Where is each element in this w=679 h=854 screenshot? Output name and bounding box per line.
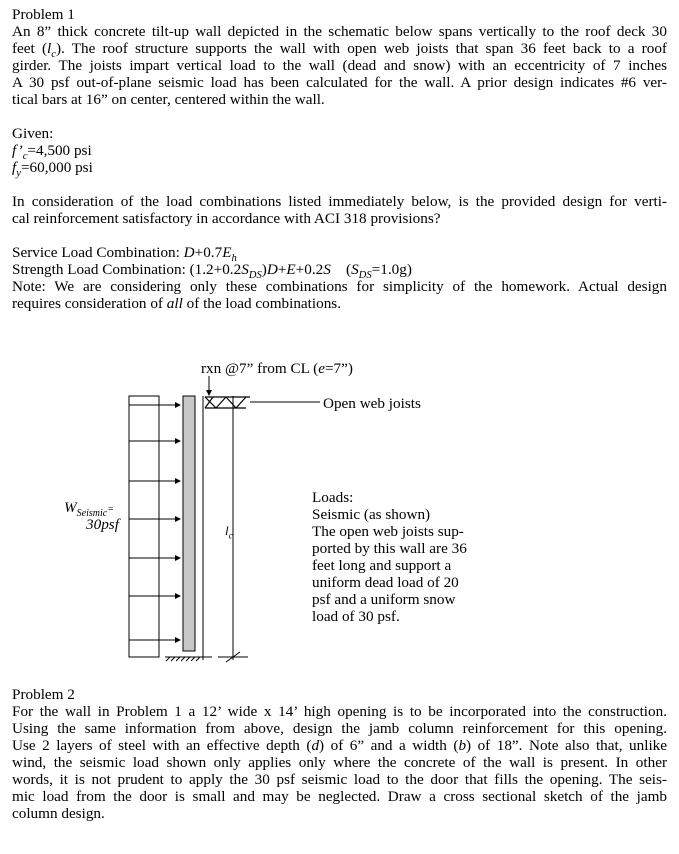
loads-line: ported by this wall are 36 xyxy=(312,540,467,557)
problem1-line: tical bars at 16” on center, centered within the wall. xyxy=(12,91,325,108)
loads-title: Loads: xyxy=(312,489,354,506)
loads-line: uniform dead load of 20 xyxy=(312,574,459,591)
loads-description xyxy=(312,489,467,625)
base-hatching xyxy=(166,657,200,661)
joist-truss xyxy=(205,397,250,408)
seismic-load-arrows xyxy=(129,405,176,640)
span-length-label: $l_c$ xyxy=(225,523,233,541)
problem2-line: For the wall in Problem 1 a 12’ wide x 14’ high opening is to be incorporated into the construction. xyxy=(12,703,667,720)
seismic-load-block xyxy=(129,396,159,657)
problem2-line: mic load from the door is small and may be neglected. Draw a cross sectional sketch of the jamb xyxy=(12,788,667,805)
problem2-section xyxy=(12,686,667,822)
loads-line: psf and a uniform snow xyxy=(312,591,456,608)
seismic-load-label: $W_{Seismic}=$ xyxy=(64,499,114,520)
problem1-title: Problem 1 xyxy=(12,6,75,23)
reaction-label: rxn @7” from CL (e=7”) xyxy=(201,360,353,377)
problem2-line: column design. xyxy=(12,805,105,822)
problem2-line: Use 2 layers of steel with an effective depth (d) of 6” and a width (b) of 18”. Note also that, unlike xyxy=(12,737,667,754)
given-label: Given: xyxy=(12,125,54,142)
problem2-title: Problem 2 xyxy=(12,686,75,703)
strength-combination: Strength Load Combination: $(1.2+0.2S_{DS})D+E+0.2S$ $(S_{DS}=1.0g)$ xyxy=(12,261,412,282)
problem2-line: wind, the seismic load shown only applies only where the concrete of the wall is present. In other xyxy=(12,754,667,771)
loads-line: feet long and support a xyxy=(312,557,452,574)
problem1-line: A 30 psf out-of-plane seismic load has been calculated for the wall. A prior design indicates #6 ver- xyxy=(12,74,667,91)
given-fy: $f_y=60,000$ psi xyxy=(12,159,93,180)
joists-label: Open web joists xyxy=(323,395,421,412)
problem1-line: feet $(l_c)$. The roof structure supports the wall with open web joists that span 36 feet back to a roof xyxy=(12,40,667,61)
loads-line: Seismic (as shown) xyxy=(312,506,431,523)
tilt-up-wall xyxy=(183,396,195,651)
problem1-line: girder. The joists impart vertical load to the wall (dead and snow) with an eccentricity of 7 inches xyxy=(12,57,667,74)
note-line: Note: We are considering only these combinations for simplicity of the homework. Actual design xyxy=(12,278,667,295)
question-line: cal reinforcement satisfactory in accordance with ACI 318 provisions? xyxy=(12,210,441,227)
problem2-line: Using the same information from above, design the jamb column reinforcement for this opening. xyxy=(12,720,667,737)
loads-line: The open web joists sup- xyxy=(312,523,464,540)
arrow-heads xyxy=(175,402,181,643)
loads-line: load of 30 psf. xyxy=(312,608,400,625)
given-fc: $f’_c=4,500$ psi xyxy=(12,142,92,163)
problem1-line: An 8” thick concrete tilt-up wall depicted in the schematic below spans vertically to the roof deck 30 xyxy=(12,23,667,40)
seismic-load-value: 30psf xyxy=(86,516,119,533)
question-line: In consideration of the load combinations listed immediately below, is the provided design for verti- xyxy=(12,193,667,210)
service-combination: Service Load Combination: $D+0.7E_h$ xyxy=(12,244,237,265)
note-line: requires consideration of all of the load combinations. xyxy=(12,295,341,312)
problem2-line: words, it is not prudent to apply the 30 psf seismic load to the door that fills the opening. The seis- xyxy=(12,771,667,788)
